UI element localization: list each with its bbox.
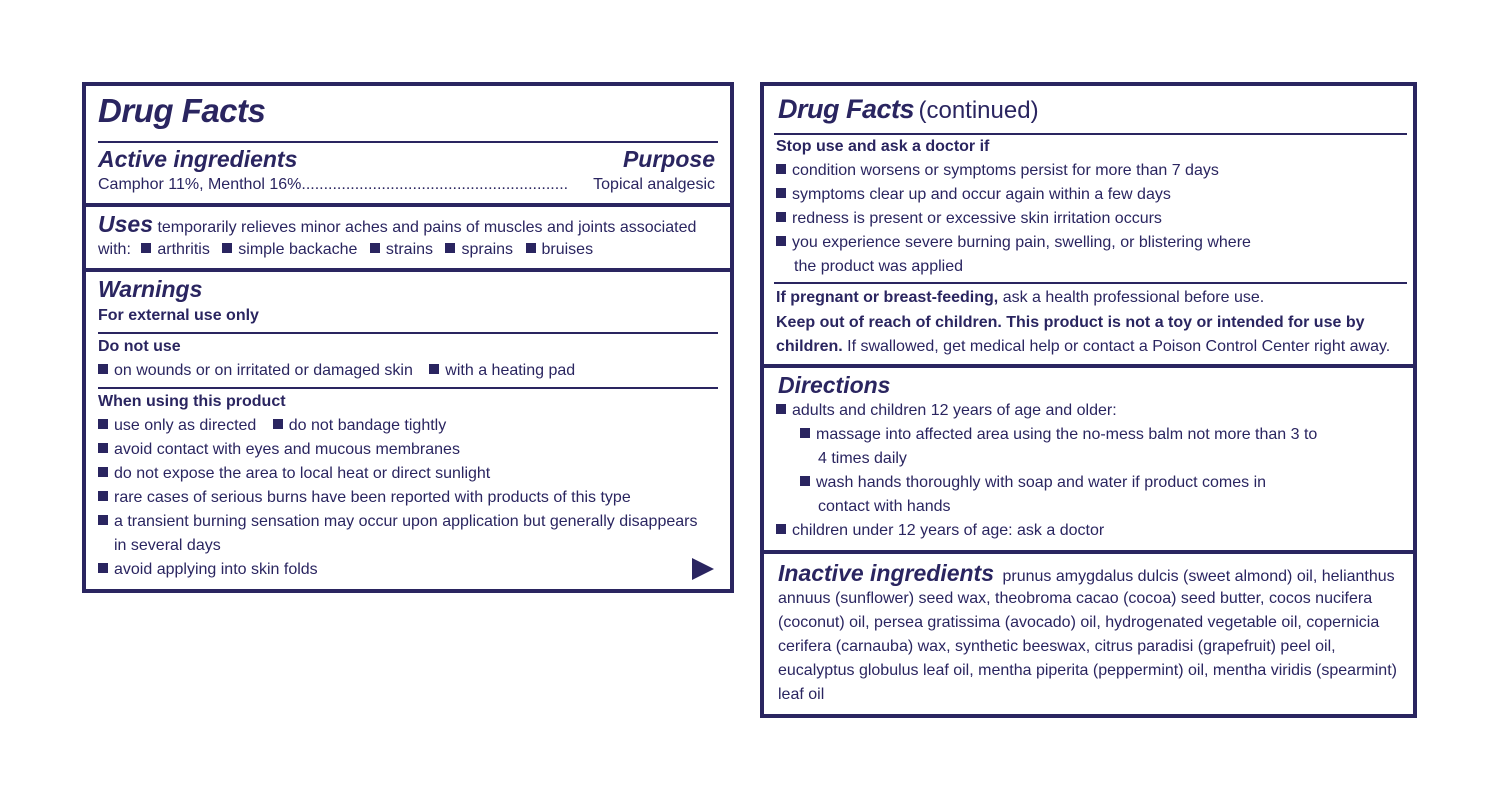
- bullet-icon: [776, 212, 786, 222]
- drug-facts-title: Drug Facts: [778, 94, 915, 124]
- uses-with-label: with:: [98, 241, 131, 258]
- bullet-icon: [429, 364, 439, 374]
- bullet-icon: [800, 476, 810, 486]
- purpose-heading: Purpose: [622, 146, 715, 172]
- drug-facts-title: Drug Facts: [98, 92, 266, 129]
- divider: [98, 141, 718, 143]
- warnings-heading: Warnings: [98, 276, 203, 302]
- play-arrow-icon: [690, 556, 716, 582]
- stop-use-item: [776, 210, 1162, 228]
- directions-item: [776, 402, 1117, 420]
- bullet-icon: [98, 443, 108, 453]
- section-divider: [86, 268, 730, 272]
- drug-facts-continued-title: [778, 94, 1039, 125]
- when-using-line: [98, 417, 446, 435]
- keep-out-line-2: [776, 338, 1390, 356]
- stop-use-item: [776, 234, 1251, 252]
- bullet-icon: [776, 524, 786, 534]
- directions-item-text: adults and children 12 years of age and older:: [792, 402, 1117, 419]
- bullet-icon: [370, 243, 380, 253]
- when-using-item: [98, 513, 697, 531]
- inactive-line-1: [778, 560, 1395, 587]
- inactive-text: prunus amygdalus dulcis (sweet almond) oil, helianthus: [1002, 568, 1395, 585]
- section-divider: [86, 203, 730, 207]
- when-using-item-continued: in several days: [114, 537, 221, 554]
- divider: [98, 387, 718, 389]
- section-divider: [764, 550, 1413, 554]
- stop-use-item-text: condition worsens or symptoms persist for more than 7 days: [792, 162, 1219, 179]
- pregnant-line: [776, 289, 1264, 307]
- bullet-icon: [273, 419, 283, 429]
- bullet-icon: [776, 188, 786, 198]
- directions-heading: Directions: [778, 372, 891, 398]
- bullet-icon: [98, 491, 108, 501]
- active-ingredients-heading: Active ingredients: [98, 146, 298, 172]
- section-divider: [764, 364, 1413, 368]
- bullet-icon: [526, 243, 536, 253]
- drug-facts-panel-left: [82, 82, 734, 593]
- bullet-icon: [98, 563, 108, 573]
- bullet-icon: [98, 419, 108, 429]
- stop-use-item: [776, 186, 1171, 204]
- purpose-value: Topical analgesic: [593, 176, 715, 193]
- bullet-icon: [98, 467, 108, 477]
- when-using-heading: When using this product: [98, 393, 286, 410]
- bullet-icon: [800, 428, 810, 438]
- directions-subitem-text: massage into affected area using the no-mess balm not more than 3 to: [816, 426, 1318, 443]
- stop-use-item: [776, 162, 1219, 180]
- bullet-icon: [776, 164, 786, 174]
- uses-item: strains: [385, 241, 434, 258]
- when-using-item-text: avoid contact with eyes and mucous membranes: [114, 441, 460, 458]
- uses-item: bruises: [541, 241, 594, 258]
- divider: [774, 133, 1407, 135]
- inactive-line: eucalyptus globulus leaf oil, mentha piperita (peppermint) oil, mentha viridis (spearmint): [778, 662, 1397, 679]
- when-using-item: [98, 489, 631, 507]
- uses-item: sprains: [461, 241, 514, 258]
- when-using-item-text: do not expose the area to local heat or direct sunlight: [114, 465, 491, 482]
- do-not-use-item: with a heating pad: [445, 362, 576, 379]
- directions-subitem-continued: 4 times daily: [818, 450, 907, 467]
- bullet-icon: [222, 243, 232, 253]
- uses-line-1: [98, 211, 696, 238]
- inactive-heading: Inactive ingredients: [778, 560, 995, 586]
- bullet-icon: [776, 404, 786, 414]
- when-using-item-text: rare cases of serious burns have been reported with products of this type: [114, 489, 631, 506]
- keep-out-line-1: Keep out of reach of children. This product is not a toy or intended for use by: [776, 314, 1365, 331]
- bullet-icon: [141, 243, 151, 253]
- divider: [774, 282, 1407, 284]
- when-using-item-text: a transient burning sensation may occur upon application but generally disappears: [114, 513, 698, 530]
- bullet-icon: [776, 236, 786, 246]
- directions-subitem-continued: contact with hands: [818, 498, 951, 515]
- stop-use-item-continued: the product was applied: [794, 258, 963, 275]
- when-using-item: [98, 561, 318, 579]
- pregnant-text: ask a health professional before use.: [1002, 289, 1265, 306]
- directions-item: [776, 522, 1104, 540]
- do-not-use-item: on wounds or on irritated or damaged skin: [114, 362, 413, 379]
- when-using-item: do not bandage tightly: [288, 417, 447, 434]
- directions-subitem-text: wash hands thoroughly with soap and water if product comes in: [816, 474, 1267, 491]
- directions-subitem: [800, 474, 1266, 492]
- uses-item: arthritis: [157, 241, 210, 258]
- active-ingredient-line: Camphor 11%, Menthol 16%............................................................: [98, 176, 569, 193]
- bullet-icon: [98, 364, 108, 374]
- do-not-use-line: [98, 362, 575, 380]
- inactive-line: leaf oil: [778, 686, 825, 703]
- directions-subitem: [800, 426, 1317, 444]
- drug-facts-panel-right: [760, 82, 1417, 718]
- divider: [98, 332, 718, 334]
- do-not-use-heading: Do not use: [98, 338, 181, 355]
- keep-out-text: If swallowed, get medical help or contact a Poison Control Center right away.: [847, 338, 1391, 355]
- stop-use-item-text: you experience severe burning pain, swelling, or blistering where: [792, 234, 1251, 251]
- external-use-text: For external use only: [98, 307, 259, 324]
- inactive-line: annuus (sunflower) seed wax, theobroma cacao (cocoa) seed butter, cocos nucifera: [778, 590, 1373, 607]
- when-using-item-text: avoid applying into skin folds: [114, 561, 318, 578]
- stop-use-item-text: symptoms clear up and occur again within a few days: [792, 186, 1171, 203]
- bullet-icon: [98, 515, 108, 525]
- inactive-line: (coconut) oil, persea gratissima (avocado) oil, hydrogenated vegetable oil, copernicia: [778, 614, 1380, 631]
- when-using-item: [98, 441, 460, 459]
- pregnant-bold: If pregnant or breast-feeding,: [776, 289, 999, 306]
- continued-label: (continued): [918, 97, 1039, 124]
- inactive-line: cerifera (carnauba) wax, synthetic beeswax, citrus paradisi (grapefruit) peel oil,: [778, 638, 1336, 655]
- uses-item: simple backache: [238, 241, 358, 258]
- uses-heading: Uses: [98, 211, 153, 237]
- uses-line-2: [98, 241, 593, 259]
- when-using-item: [98, 465, 490, 483]
- bullet-icon: [445, 243, 455, 253]
- when-using-item: use only as directed: [114, 417, 257, 434]
- stop-use-heading: Stop use and ask a doctor if: [776, 138, 990, 155]
- stop-use-item-text: redness is present or excessive skin irritation occurs: [792, 210, 1162, 227]
- uses-text: temporarily relieves minor aches and pains of muscles and joints associated: [157, 219, 697, 236]
- directions-item-text: children under 12 years of age: ask a doctor: [792, 522, 1105, 539]
- keep-out-bold: children.: [776, 338, 843, 355]
